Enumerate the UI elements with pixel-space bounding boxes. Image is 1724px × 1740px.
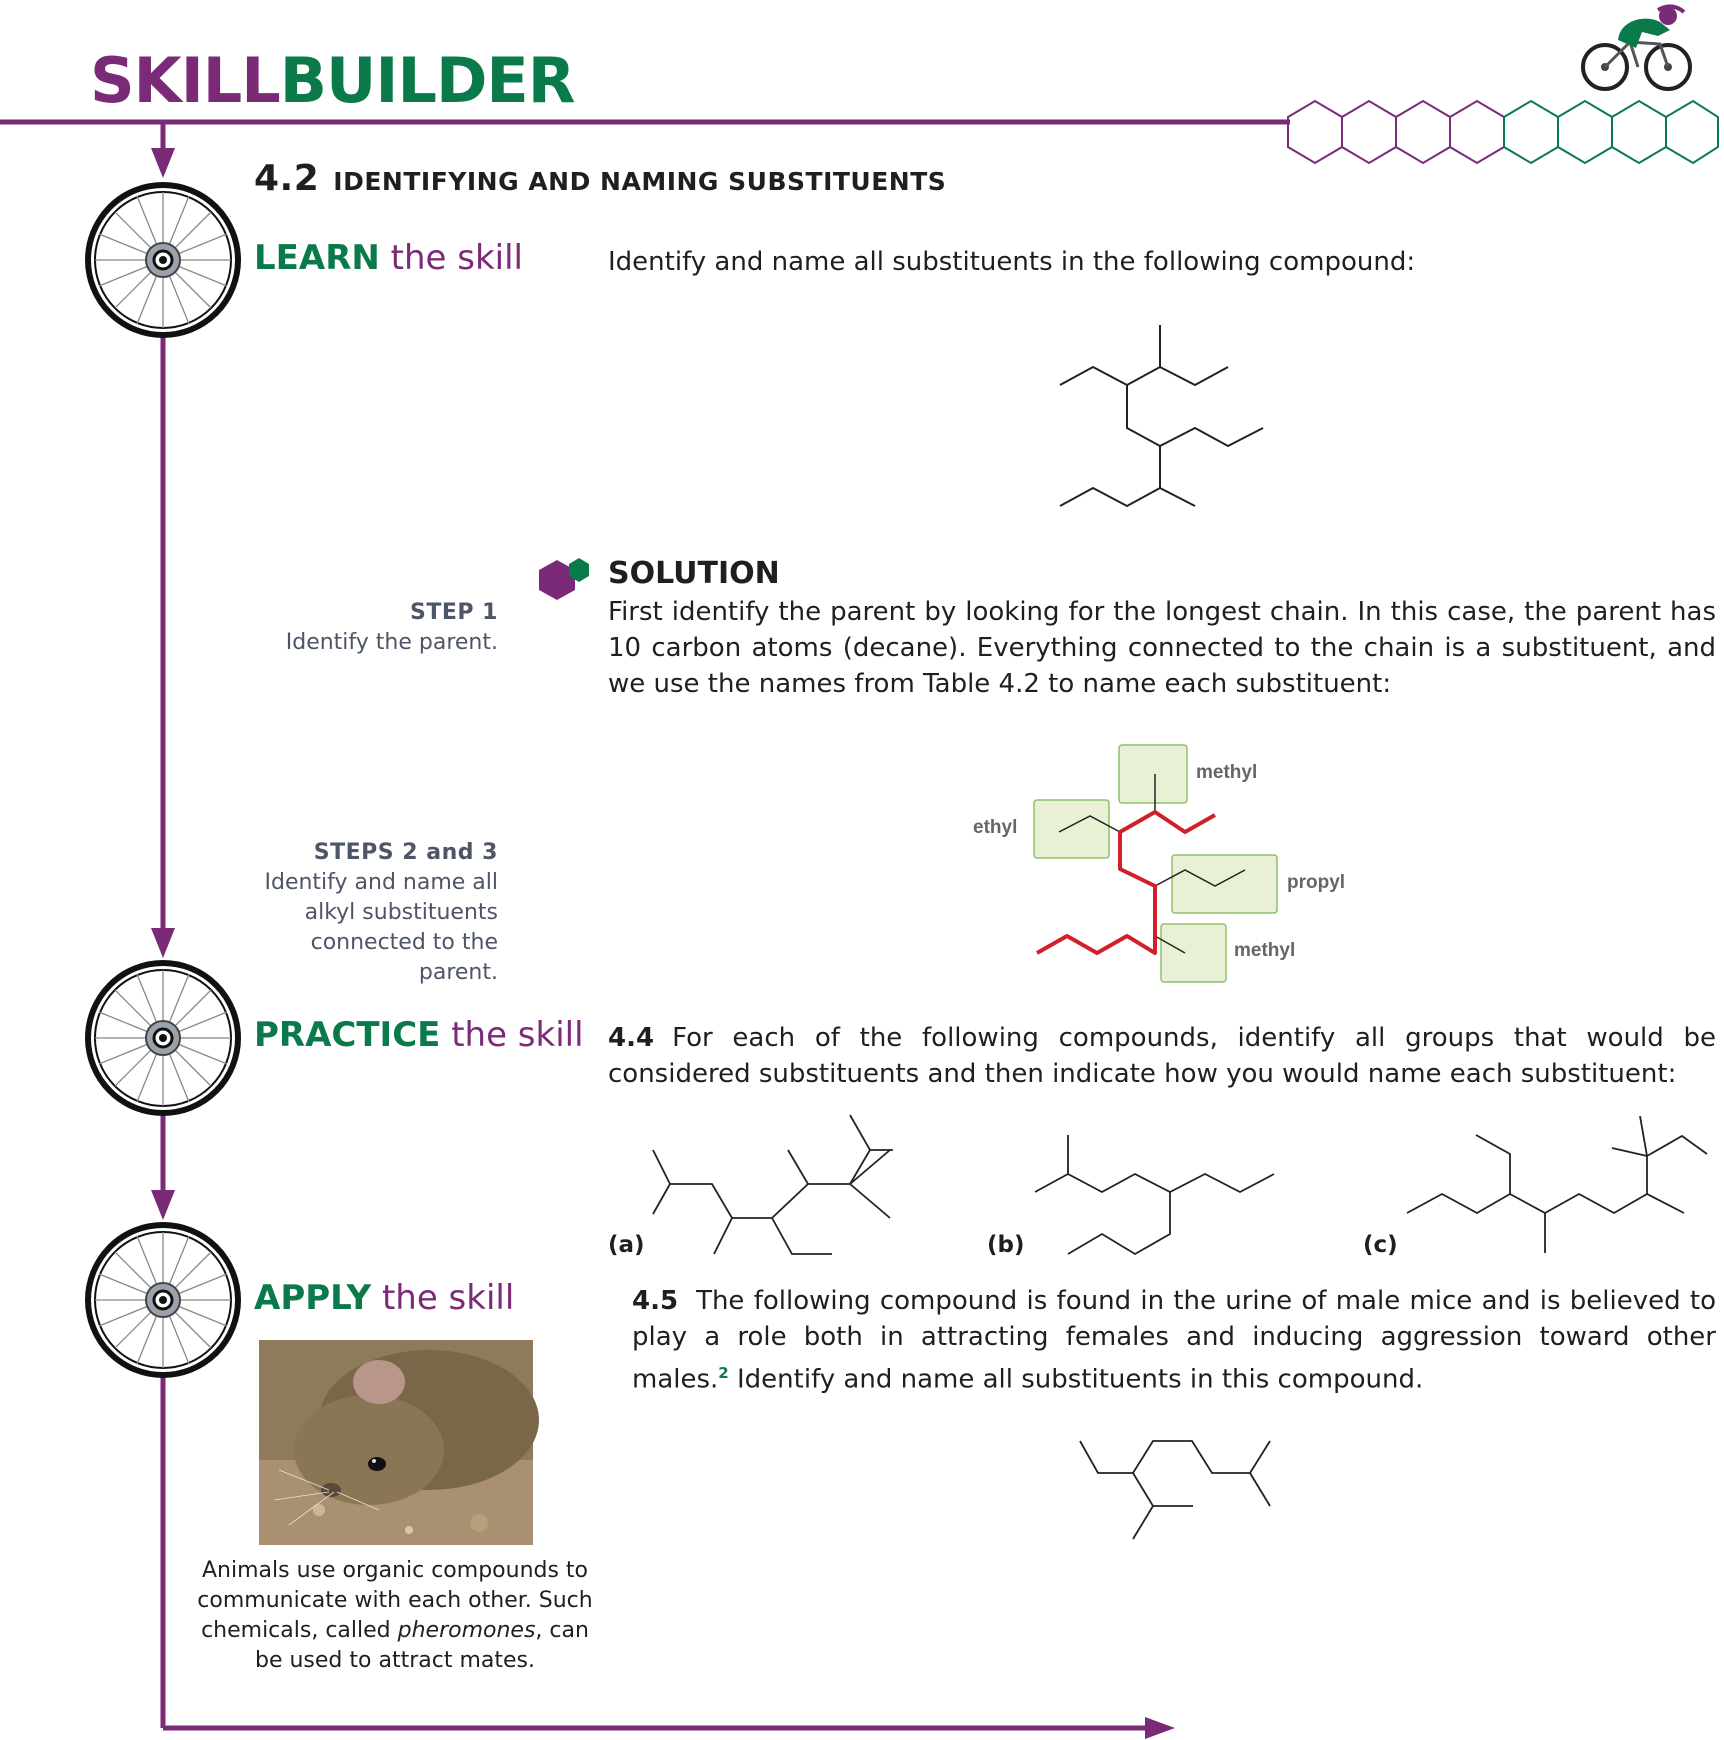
learn-prompt: Identify and name all substituents in the following compound: — [608, 247, 1416, 277]
hexagon-chain-decoration — [1288, 85, 1718, 165]
footnote-marker[interactable]: 2 — [718, 1364, 729, 1382]
annotated-substituent-diagram — [1025, 740, 1345, 990]
problem-4-5-text-part1: The following compound is found in the urine of male mice and is believed to play a role both in attracting females and inducing aggression toward other males. — [632, 1286, 1716, 1395]
compound-a-structure — [648, 1112, 898, 1262]
skillbuilder-title — [90, 44, 575, 117]
apply-compound-structure — [1075, 1436, 1275, 1556]
learn-compound-structure — [1050, 320, 1310, 520]
steps-2-3-title: STEPS 2 and 3 — [313, 840, 498, 865]
solution-text: First identify the parent by looking for the longest chain. In this case, the parent has 10 carbon atoms (decane). Everything connected to the chain is a substituent, and we use the names from Table 4.2 to name each substituent: — [608, 597, 1716, 699]
highlight-box-methyl-top — [1119, 745, 1187, 803]
problem-4-4-number: 4.4 — [608, 1023, 655, 1053]
title-skill: SKILL — [90, 44, 280, 117]
label-propyl: propyl — [1287, 872, 1346, 893]
cyclist-icon — [1580, 2, 1695, 92]
problem-4-5-number: 4.5 — [632, 1286, 679, 1316]
compound-b-structure — [1030, 1130, 1280, 1270]
mouse-photo — [259, 1340, 533, 1545]
section-number: 4.2 — [254, 158, 320, 199]
compound-c-structure — [1402, 1108, 1712, 1258]
step-1-title: STEP 1 — [410, 600, 498, 625]
title-builder: BUILDER — [279, 44, 575, 117]
learn-label: LEARN the skill — [254, 238, 523, 278]
problem-4-4-text: For each of the following compounds, identify all groups that would be considered substituents and then indicate how you would name each substituent: — [608, 1023, 1716, 1089]
step-1-note — [270, 598, 498, 658]
highlight-box-ethyl — [1034, 800, 1109, 858]
part-c-label: (c) — [1363, 1232, 1398, 1258]
practice-label: PRACTICE the skill — [254, 1015, 584, 1055]
problem-4-4 — [608, 1020, 1716, 1092]
problem-4-5 — [632, 1283, 1716, 1398]
solution-hexagon-icon — [535, 556, 595, 612]
steps-2-3-note — [258, 838, 498, 988]
solution-title: SOLUTION — [608, 556, 780, 591]
part-a-label: (a) — [608, 1232, 645, 1258]
section-heading — [254, 158, 946, 199]
problem-4-5-text-part2: Identify and name all substituents in this compound. — [728, 1364, 1424, 1395]
photo-caption — [185, 1556, 605, 1676]
bicycle-wheel-icon — [83, 180, 243, 340]
highlight-box-methyl-bottom — [1161, 924, 1226, 982]
part-b-label: (b) — [987, 1232, 1025, 1258]
caption-text-1: Animals use organic compounds to communicate with each other. Such chemicals, called — [197, 1558, 593, 1643]
steps-2-3-text: Identify and name all alkyl substituents connected to the parent. — [264, 870, 498, 985]
bicycle-wheel-icon — [83, 1220, 243, 1380]
highlight-box-propyl — [1172, 855, 1277, 913]
section-title: IDENTIFYING AND NAMING SUBSTITUENTS — [333, 167, 947, 196]
label-ethyl: ethyl — [973, 817, 1018, 838]
apply-label: APPLY the skill — [254, 1278, 515, 1318]
label-methyl-bottom: methyl — [1234, 940, 1296, 961]
label-methyl-top: methyl — [1196, 762, 1258, 783]
bicycle-wheel-icon — [83, 958, 243, 1118]
step-1-text: Identify the parent. — [285, 630, 498, 655]
caption-text-2: , can be used to attract mates. — [255, 1618, 589, 1673]
caption-term-pheromones: pheromones — [397, 1618, 536, 1643]
